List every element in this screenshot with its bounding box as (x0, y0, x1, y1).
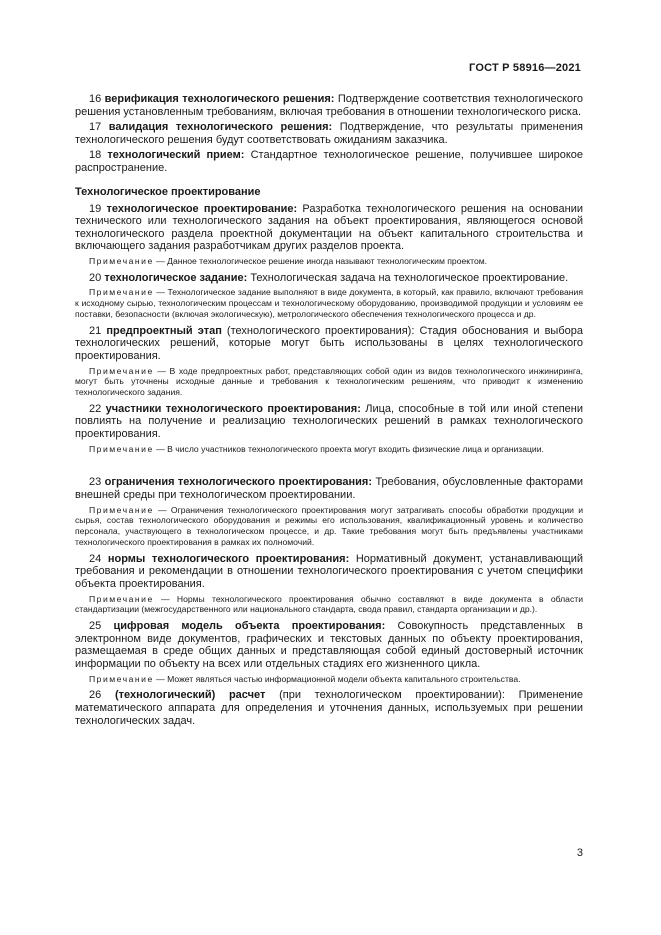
term-name: верификация технологического решения: (104, 93, 335, 105)
term-name: валидация технологического решения: (108, 121, 333, 134)
term-entry-17: 17 валидация технологического решения: Подтверждение, что результаты применения технологического решения будут соответствовать ожиданиям заказчика. (75, 121, 583, 146)
standard-header: ГОСТ Р 58916—2021 (469, 62, 581, 74)
term-entry-23: 23 ограничения технологического проектирования: Требования, обусловленные факторами внешней среды при технологическом проектировании. (75, 476, 584, 502)
term-definition: Разработка технологического решения на основании технического или технологического задания на объект проектирования, являющегося основой технологического раздела проектной документации на объект капитального строительства и включающего задания разработчикам других разделов проекта. (75, 202, 583, 253)
term-definition: Подтверждение соответствия технологического решения установленным требованиям, включая требования в отношении технологического риска. (75, 93, 584, 118)
term-entry-25: 25 цифровая модель объекта проектирования: Совокупность представленных в электронном виде документов, графических и текстовых данных по объекту проектирования, размещаемая в среде общих данных и представляющая собой единый достоверный источник информации по объекту на всех или отдельных стадиях его жизненного цикла. (75, 620, 584, 670)
term-definition: Требования, обусловленные факторами внешней среды при технологическом проектировании. (75, 476, 584, 502)
term-entry-21: 21 предпроектный этап (технологического проектирования): Стадия обоснования и выбора технологических решений, которые могут быть использованы в целях технологического проектирования. (75, 324, 583, 362)
note-text: Технологическое задание выполняют в виде документа, в который, как правило, включают требования к исходному сырью, технологическим процессам и технологическому оборудованию, производимой продукции и условиям ее поставки, безопасности (включая экологическую), метрологического обеспечения технологического процесса и др. (75, 287, 583, 319)
term-entry-16: 16 верификация технологического решения: Подтверждение соответствия технологического решения установленным требованиям, включая требования в отношении технологического риска. (75, 93, 584, 118)
note-24: Примечание — Нормы технологического проектирования обычно составляют в виде документа в области стандартизации (межгосударственного или национального стандарта, свода правил, стандарта организации и др.). (75, 593, 583, 615)
term-name: технологический прием: (107, 149, 245, 162)
term-definition: Нормативный документ, устанавливающий требования и рекомендации в отношении технологического проектирования с учетом специфики объекта проектирования. (75, 552, 583, 591)
term-name: цифровая модель объекта проектирования: (113, 620, 386, 633)
term-name: предпроектный этап (106, 324, 222, 337)
note-text: Может являться частью информационной модели объекта капитального строительства. (167, 673, 521, 684)
term-definition: (при технологическом проектировании): Применение математического аппарата для определения и уточнения данных, используемых при решении технологических задач. (75, 689, 584, 727)
term-entry-20: 20 технологическое задание: Технологическая задача на технологическое проектирование. (89, 271, 569, 284)
note-text: Данное технологическое решение иногда называют технологическим проектом. (167, 255, 488, 266)
term-definition: Лица, способные в той или иной степени повлиять на получение и реализацию технологических решений в рамках технологического проектирования. (75, 402, 583, 441)
term-entry-26: 26 (технологический) расчет (при технологическом проектировании): Применение математического аппарата для определения и уточнения данных, используемых при решении технологических задач. (75, 689, 584, 727)
term-name: (технологический) расчет (114, 689, 266, 702)
term-entry-18: 18 технологический прием: Стандартное технологическое решение, получившее широкое распространение. (75, 149, 584, 174)
note-label: Примечание (89, 365, 154, 376)
note-label: Примечание (89, 255, 154, 266)
term-name: технологическое проектирование: (106, 202, 298, 215)
note-20: Примечание — Технологическое задание выполняют в виде документа, в который, как правило, включают требования к исходному сырью, технологическим процессам и технологическому оборудованию, производимой продукции и условиям ее поставки, безопасности (включая экологическую), метрологического обеспечения технологического процесса и др. (75, 287, 583, 319)
term-name: технологическое задание: (104, 271, 248, 284)
term-entry-22: 22 участники технологического проектирования: Лица, способные в той или иной степени повлиять на получение и реализацию технологических решений в рамках технологического проектирования. (75, 402, 583, 441)
note-label: Примечание (89, 287, 154, 298)
note-label: Примечание (89, 443, 154, 454)
term-entry-19: 19 технологическое проектирование: Разработка технологического решения на основании технического или технологического задания на объект проектирования, являющегося основой технологического раздела проектной документации на объект капитального строительства и включающего задания разработчикам других разделов проекта. (75, 202, 583, 253)
term-name: участники технологического проектирования: (105, 402, 361, 415)
note-19: Примечание — Данное технологическое решение иногда называют технологическим проектом. (89, 255, 488, 266)
term-definition: Совокупность представленных в электронном виде документов, графических и текстовых данных по объекту проектирования, размещаемая в среде общих данных и представляющая собой единый достоверный источник информации по объекту на всех или отдельных стадиях его жизненного цикла. (75, 620, 584, 670)
note-text: Ограничения технологического проектирования могут затрагивать способы обработки продукции и сырья, состав технологического оборудования и режимы его использования, квалификационный уровень и количество персонала, участвующего в технологическом процессе, и др. Такие требования могут быть предъявлены участниками технологического проектирования в рамках их полномочий. (75, 504, 583, 548)
note-text: Нормы технологического проектирования обычно составляют в виде документа в области стандартизации (межгосударственного или национального стандарта, свода правил, стандарта организации и др.). (75, 593, 583, 615)
term-entry-24: 24 нормы технологического проектирования: Нормативный документ, устанавливающий требования и рекомендации в отношении технологического проектирования с учетом специфики объекта проектирования. (75, 552, 583, 591)
note-21: Примечание — В ходе предпроектных работ, представляющих собой один из видов технологического инжиниринга, могут быть уточнены исходные данные и требования к технологическим решениям, что приводит к изменению технологического задания. (75, 365, 583, 398)
term-definition: (технологического проектирования): Стадия обоснования и выбора технологических решений, которые могут быть использованы в целях технологического проектирования. (75, 324, 583, 362)
note-text: В ходе предпроектных работ, представляющих собой один из видов технологического инжиниринга, могут быть уточнены исходные данные и требования к технологическим решениям, что приводит к изменению технологического задания. (75, 365, 583, 398)
term-definition: Технологическая задача на технологическое проектирование. (250, 271, 569, 284)
term-name: ограничения технологического проектирования: (104, 476, 373, 489)
term-definition: Подтверждение, что результаты применения технологического решения будут соответствовать ожиданиям заказчика. (75, 121, 583, 146)
note-label: Примечание (89, 593, 154, 604)
note-text: В число участников технологического проекта могут входить физические лица и организации. (167, 443, 544, 454)
document-body (75, 93, 583, 730)
term-name: нормы технологического проектирования: (107, 552, 350, 565)
section-title: Технологическое проектирование (75, 185, 261, 198)
note-label: Примечание (89, 504, 154, 515)
note-23: Примечание — Ограничения технологического проектирования могут затрагивать способы обработки продукции и сырья, состав технологического оборудования и режимы его использования, квалификационный уровень и количество персонала, участвующего в технологическом процессе, и др. Такие требования могут быть предъявлены участниками технологического проектирования в рамках их полномочий. (75, 504, 583, 548)
term-definition: Стандартное технологическое решение, получившее широкое распространение. (75, 149, 584, 174)
note-label: Примечание (89, 673, 154, 684)
note-22: Примечание — В число участников технологического проекта могут входить физические лица и организации. (89, 443, 544, 454)
note-25: Примечание — Может являться частью информационной модели объекта капитального строительства. (89, 673, 521, 684)
page-number: 3 (576, 847, 583, 859)
